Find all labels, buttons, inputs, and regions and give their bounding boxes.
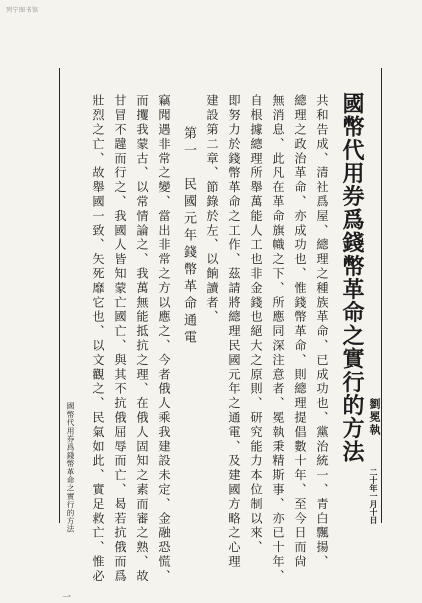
running-title: 國幣代用券爲錢幣革命之實行的方法 xyxy=(66,402,75,534)
publication-date: 二十年一月十日 xyxy=(369,468,379,524)
text-column: 即努力於錢幣革命之工作、茲請將總理民國元年之通電、及建國方略之心理 xyxy=(227,94,241,570)
text-column: 竊聞遇非常之變、當出非常之方以應之、今者俄人乘我建設未定、金融恐慌、 xyxy=(157,94,171,584)
text-column: 自根據總理所舉萬能人工也非金錢也絕大之原則、研究能力本位制以來、 xyxy=(249,94,263,555)
page-number: 一 xyxy=(62,593,72,603)
text-column: 共和告成、清社爲屋、總理之種族革命、已成功也、黨治統一、青白飄揚、 xyxy=(315,94,329,570)
text-column: 無消息、此凡在革命旗幟之下、所應同深注意者、冕執秉精斯事、亦已十年、 xyxy=(271,94,285,584)
library-watermark: 列宁图书馆 xyxy=(6,7,39,14)
frame-line-right xyxy=(381,68,382,523)
text-column: 壯烈之亡、故舉國一致、矢死靡它也、以文觀之、民氣如此、實足救亡、惟必 xyxy=(91,94,105,584)
author-name: 劉冕執 xyxy=(368,398,381,437)
text-column: 甘冒不韙而行之、我國人皆知蒙亡國亡、與其不抗俄屈辱而亡、曷若抗俄而爲 xyxy=(113,94,127,584)
text-column: 而攫我蒙古、以常情論之、我萬無能抵抗之理、在俄人固知之素而審之熟、故 xyxy=(135,94,149,584)
article-title: 國幣代用券爲錢幣革命之實行的方法 xyxy=(339,92,365,464)
frame-line-left xyxy=(59,68,60,523)
text-column: 建設第二章、節錄於左、以餉讀者、 xyxy=(205,94,219,325)
section-heading: 第一 民國元年錢幣革命通電 xyxy=(181,126,196,347)
text-column: 總理之政治革命、亦成功也、惟錢幣革命、則總理提倡數十年、至今日而尙 xyxy=(293,94,307,570)
